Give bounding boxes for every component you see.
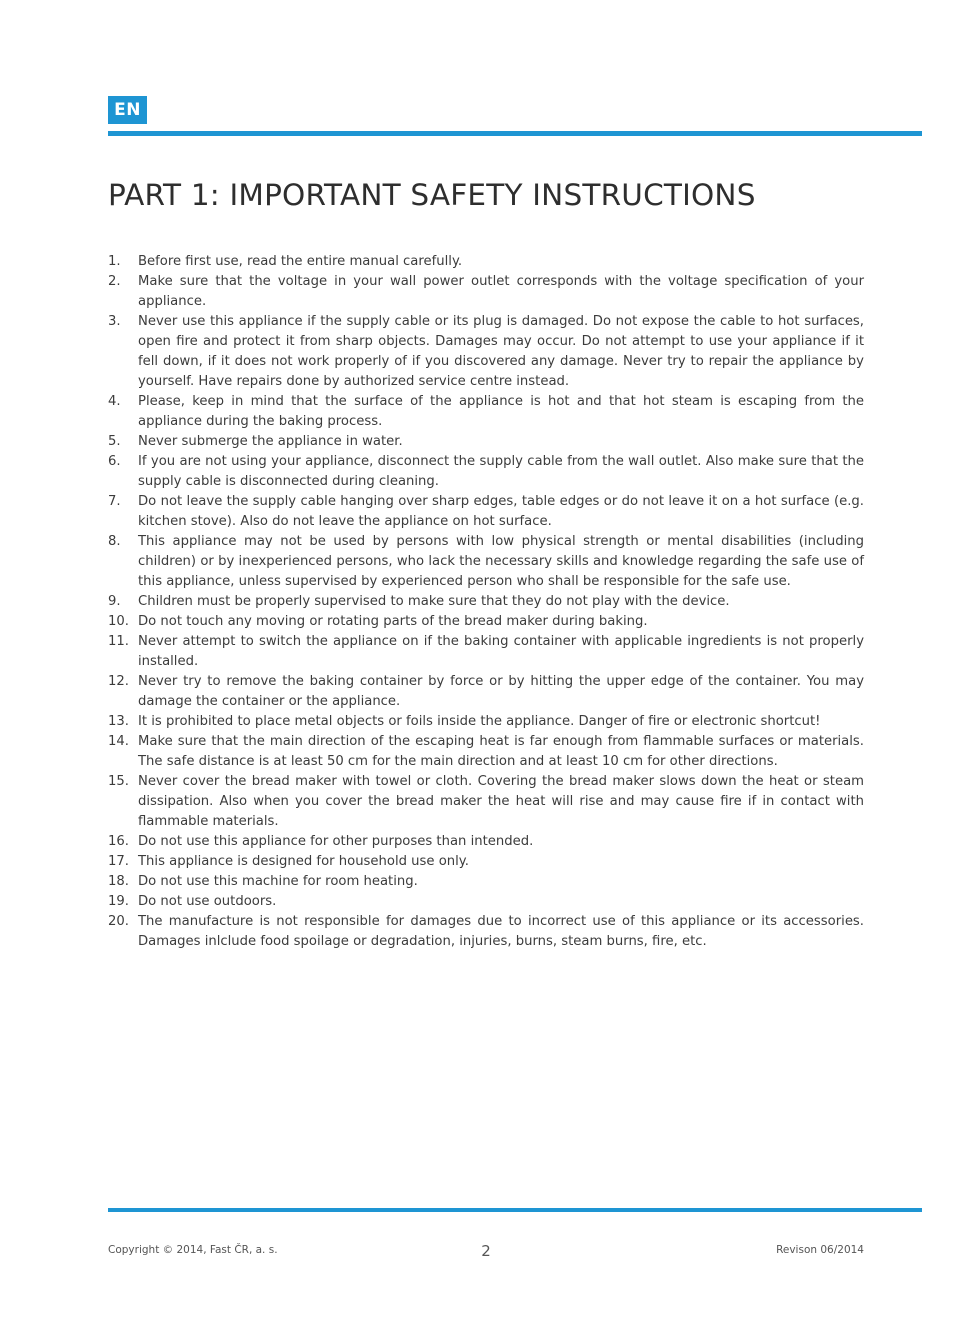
list-item bbox=[108, 452, 864, 492]
list-item-text: Never use this appliance if the supply cable or its plug is damaged. Do not expose the cable to hot surfaces, open fire and protect it from sharp objects. Damages may occur. Do not attempt to use your appliance if it fell down, if it does not work properly of if you discovered any damage. Never try to repair the appliance by yourself. Have repairs done by authorized service centre instead. bbox=[138, 314, 864, 389]
list-item bbox=[108, 712, 864, 732]
language-badge: EN bbox=[108, 96, 147, 124]
list-item bbox=[108, 592, 864, 612]
list-item-text: Never cover the bread maker with towel or cloth. Covering the bread maker slows down the heat or steam dissipation. Also when you cover the bread maker the heat will rise and may cause fire if in contact with flammable materials. bbox=[138, 774, 864, 829]
list-item-text: Please, keep in mind that the surface of the appliance is hot and that hot steam is escaping from the appliance during the baking process. bbox=[138, 394, 864, 429]
list-item-text: Do not leave the supply cable hanging over sharp edges, table edges or do not leave it on a hot surface (e.g. kitchen stove). Also do not leave the appliance on hot surface. bbox=[138, 494, 864, 529]
list-item bbox=[108, 852, 864, 872]
list-item-text: Do not use this machine for room heating. bbox=[138, 874, 418, 889]
list-item bbox=[108, 832, 864, 852]
list-item bbox=[108, 312, 864, 392]
footer-revision: Revison 06/2014 bbox=[776, 1244, 864, 1256]
list-item-text: Never submerge the appliance in water. bbox=[138, 434, 403, 449]
page-title: PART 1: IMPORTANT SAFETY INSTRUCTIONS bbox=[108, 178, 756, 212]
list-item-number: 4. bbox=[108, 394, 121, 409]
list-item-number: 9. bbox=[108, 594, 121, 609]
list-item bbox=[108, 632, 864, 672]
list-item-number: 15. bbox=[108, 774, 129, 789]
list-item-text: It is prohibited to place metal objects or foils inside the appliance. Danger of fire or electronic shortcut! bbox=[138, 714, 821, 729]
list-item-number: 17. bbox=[108, 854, 129, 869]
list-item-number: 1. bbox=[108, 254, 121, 269]
list-item bbox=[108, 432, 864, 452]
list-item-number: 13. bbox=[108, 714, 129, 729]
list-item bbox=[108, 672, 864, 712]
list-item bbox=[108, 732, 864, 772]
list-item-text: If you are not using your appliance, disconnect the supply cable from the wall outlet. Also make sure that the supply cable is disconnected during cleaning. bbox=[138, 454, 864, 489]
footer-divider bbox=[108, 1208, 922, 1212]
list-item-number: 14. bbox=[108, 734, 129, 749]
list-item-number: 18. bbox=[108, 874, 129, 889]
footer-copyright: Copyright © 2014, Fast ČR, a. s. bbox=[108, 1244, 278, 1256]
list-item bbox=[108, 252, 864, 272]
list-item-text: The manufacture is not responsible for damages due to incorrect use of this appliance or its accessories. Damages inlclude food spoilage or degradation, injuries, burns, steam burns, fire, etc. bbox=[138, 914, 864, 949]
list-item-text: This appliance may not be used by persons with low physical strength or mental disabilities (including children) or by inexperienced persons, who lack the necessary skills and knowledge regarding the safe use of this appliance, unless supervised by experienced person who shall be responsible for the safe use. bbox=[138, 534, 864, 589]
list-item bbox=[108, 612, 864, 632]
list-item-number: 19. bbox=[108, 894, 129, 909]
list-item-number: 8. bbox=[108, 534, 121, 549]
list-item-text: Make sure that the voltage in your wall power outlet corresponds with the voltage specification of your appliance. bbox=[138, 274, 864, 309]
list-item bbox=[108, 892, 864, 912]
list-item bbox=[108, 392, 864, 432]
list-item bbox=[108, 532, 864, 592]
list-item-text: Do not touch any moving or rotating parts of the bread maker during baking. bbox=[138, 614, 648, 629]
list-item-number: 5. bbox=[108, 434, 121, 449]
list-item bbox=[108, 912, 864, 952]
list-item bbox=[108, 772, 864, 832]
list-item-text: Never attempt to switch the appliance on if the baking container with applicable ingredients is not properly installed. bbox=[138, 634, 864, 669]
page-number: 2 bbox=[481, 1242, 491, 1260]
list-item-text: This appliance is designed for household use only. bbox=[138, 854, 469, 869]
list-item-number: 11. bbox=[108, 634, 129, 649]
list-item bbox=[108, 872, 864, 892]
list-item-number: 12. bbox=[108, 674, 129, 689]
list-item-number: 2. bbox=[108, 274, 121, 289]
safety-instructions-list bbox=[108, 252, 864, 952]
list-item-number: 3. bbox=[108, 314, 121, 329]
list-item-number: 20. bbox=[108, 914, 129, 929]
list-item-text: Do not use this appliance for other purposes than intended. bbox=[138, 834, 534, 849]
list-item-text: Never try to remove the baking container by force or by hitting the upper edge of the container. You may damage the container or the appliance. bbox=[138, 674, 864, 709]
header-divider bbox=[108, 131, 922, 136]
list-item-number: 6. bbox=[108, 454, 121, 469]
list-item-number: 7. bbox=[108, 494, 121, 509]
list-item-text: Do not use outdoors. bbox=[138, 894, 277, 909]
list-item-text: Make sure that the main direction of the escaping heat is far enough from flammable surfaces or materials. The safe distance is at least 50 cm for the main direction and at least 10 cm for other directions. bbox=[138, 734, 864, 769]
list-item-number: 10. bbox=[108, 614, 129, 629]
list-item-text: Before first use, read the entire manual carefully. bbox=[138, 254, 463, 269]
list-item-text: Children must be properly supervised to make sure that they do not play with the device. bbox=[138, 594, 730, 609]
list-item bbox=[108, 272, 864, 312]
list-item bbox=[108, 492, 864, 532]
list-item-number: 16. bbox=[108, 834, 129, 849]
